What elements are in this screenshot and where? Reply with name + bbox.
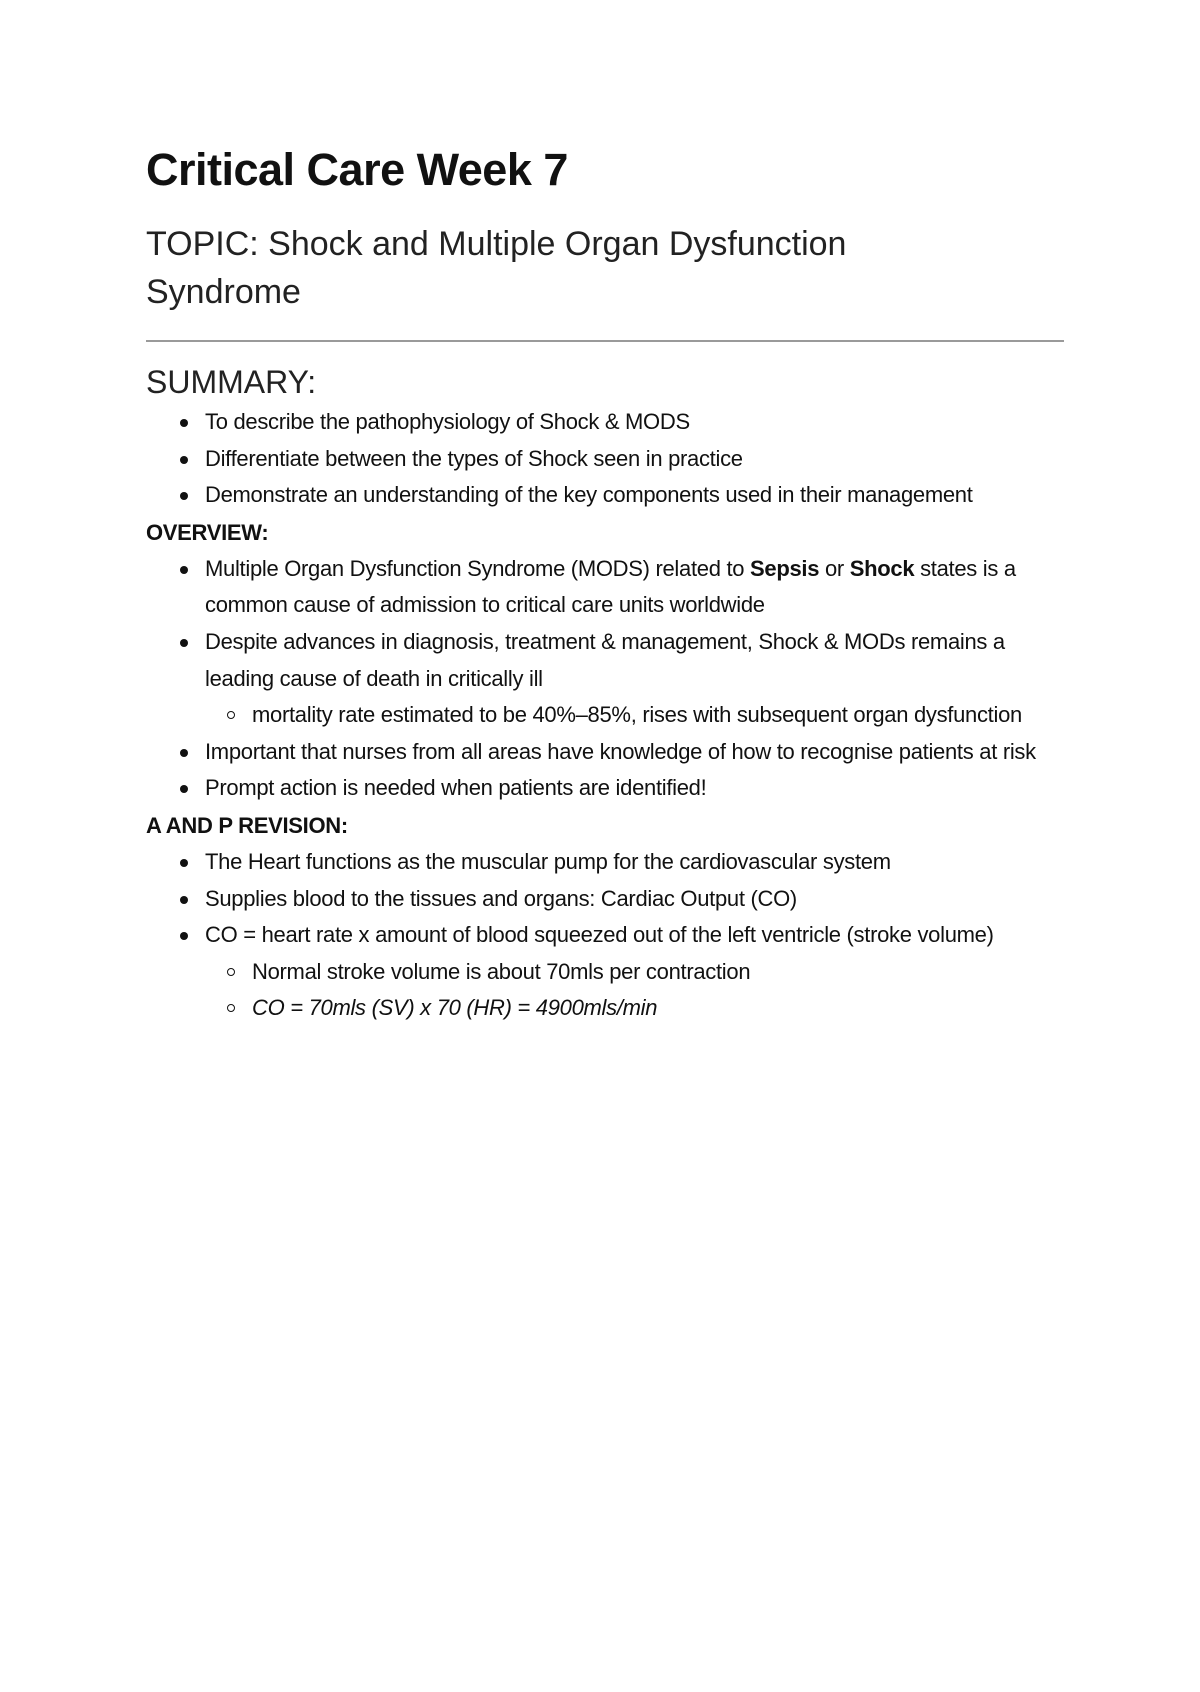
page-title: Critical Care Week 7 (146, 144, 568, 195)
list-item-text: CO = heart rate x amount of blood squeezed out of the left ventricle (stroke volume) (205, 922, 994, 948)
list-item: To describe the pathophysiology of Shock & MODS (146, 404, 1064, 441)
bold-term-sepsis: Sepsis (750, 555, 820, 581)
bold-term-shock: Shock (849, 555, 915, 581)
revision-list (146, 844, 1064, 1027)
list-item (146, 917, 1064, 1027)
sub-list-item: Normal stroke volume is about 70mls per contraction (205, 954, 1064, 991)
list-item: The Heart functions as the muscular pump for the cardiovascular system (146, 844, 1064, 881)
summary-heading: SUMMARY: (146, 364, 317, 400)
sub-list (205, 954, 1064, 1027)
list-item (146, 551, 1064, 624)
summary-list (146, 404, 1064, 514)
revision-heading: A AND P REVISION: (146, 812, 348, 838)
sub-list (205, 697, 1064, 734)
list-item: Supplies blood to the tissues and organs: Cardiac Output (CO) (146, 881, 1064, 918)
document-page (146, 140, 1064, 1027)
overview-list (146, 551, 1064, 807)
topic-heading: TOPIC: Shock and Multiple Organ Dysfunction Syndrome (146, 225, 847, 311)
divider (146, 340, 1064, 342)
sub-list-item (205, 990, 1064, 1027)
list-item: Differentiate between the types of Shock seen in practice (146, 441, 1064, 478)
list-item: Demonstrate an understanding of the key components used in their management (146, 477, 1064, 514)
formula-text: CO = 70mls (SV) x 70 (HR) = 4900mls/min (252, 995, 658, 1021)
overview-heading: OVERVIEW: (146, 519, 269, 545)
list-item-text: or (819, 555, 850, 581)
list-item-text: Multiple Organ Dysfunction Syndrome (MODS) related to (205, 555, 751, 581)
list-item: Important that nurses from all areas have knowledge of how to recognise patients at risk (146, 734, 1064, 771)
list-item-text: states is a common cause of admission to critical care units worldwide (205, 555, 1016, 618)
list-item (146, 624, 1064, 734)
list-item: Prompt action is needed when patients are identified! (146, 770, 1064, 807)
sub-list-item: mortality rate estimated to be 40%–85%, rises with subsequent organ dysfunction (205, 697, 1064, 734)
list-item-text: Despite advances in diagnosis, treatment & management, Shock & MODs remains a leading cause of death in critically ill (205, 628, 1005, 691)
